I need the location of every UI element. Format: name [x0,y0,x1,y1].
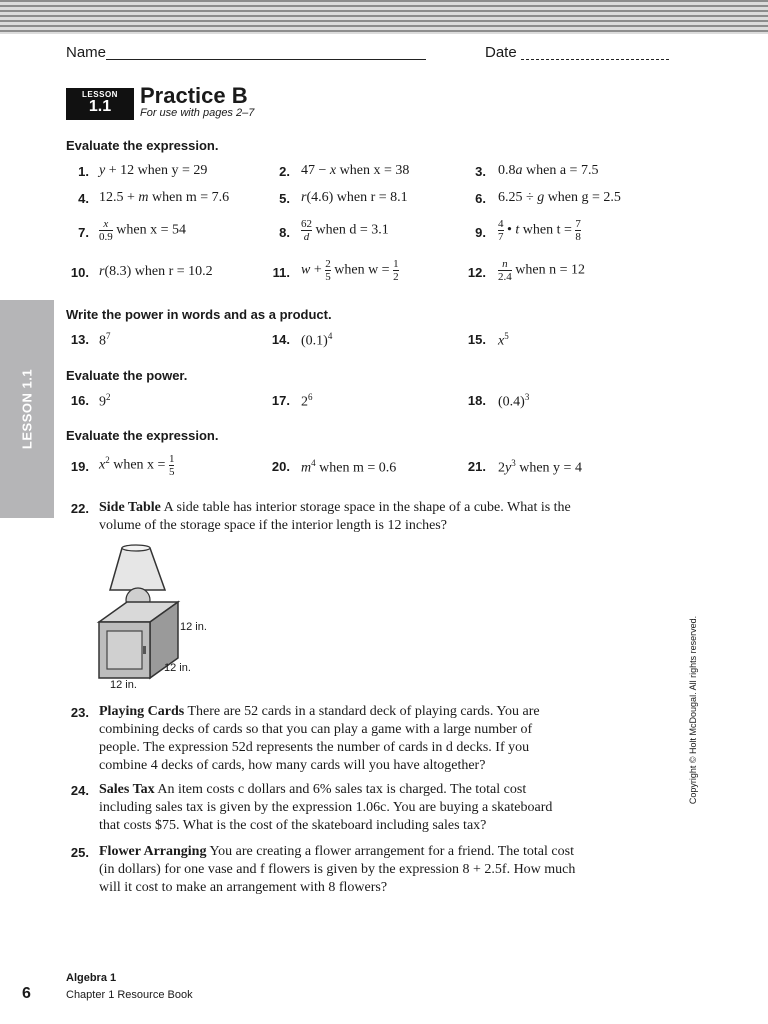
problem-number: 18. [467,393,486,408]
lesson-badge [66,88,134,120]
word-problem-23 [99,703,554,775]
expr-text: when m = [152,190,209,205]
page-subtitle: For use with pages 2–7 [140,107,255,119]
expr-text: when x = [116,222,169,238]
problem-number: 1. [78,164,89,179]
page-title: Practice B [140,83,248,108]
problem-number: 5. [279,191,290,206]
expr-text: when y = [137,163,190,178]
side-tab-label: LESSON 1.1 [19,368,35,450]
problem-3: 0.8a when a = 7.5 [498,163,599,178]
problem-number: 9. [475,225,486,240]
problem-number: 2. [279,164,290,179]
problem-1: y + 12 when y = 29 [99,163,208,178]
problem-number: 23. [70,705,89,720]
dimension-label: 12 in. [164,662,191,674]
expr-text: when y = [519,460,572,476]
problem-number: 24. [70,783,89,798]
problem-number: 8. [279,225,290,240]
problem-number: 7. [78,225,89,240]
problem-number: 21. [467,459,486,474]
problem-number: 15. [467,332,486,347]
section-heading: Evaluate the expression. [66,428,219,443]
word-problem-25 [99,843,585,897]
problem-number: 6. [475,191,486,206]
footer-resource: Chapter 1 Resource Book [66,989,193,1001]
date-line [521,59,669,60]
section-heading: Write the power in words and as a product. [66,307,332,322]
dimension-label: 12 in. [180,621,207,633]
expr-text: when a = [526,163,578,178]
word-problem-title: Side Table [99,500,161,515]
problem-number: 19. [70,459,89,474]
problem-number: 10. [70,265,89,280]
problem-12: $\frac{n}{2.4}$ when n = 12 [498,258,585,283]
side-table-figure [90,540,230,695]
problem-number: 3. [475,164,486,179]
problem-number: 4. [78,191,89,206]
problem-13: $8^7$ [99,331,111,349]
problem-20: $m^4$ when m = 0.6 [301,458,397,476]
word-problem-title: Sales Tax [99,782,155,797]
problem-number: 12. [467,265,486,280]
problem-14: $(0.1)^4$ [301,331,333,349]
problem-7: $\frac{x}{0.9}$ when x = 54 [99,218,186,243]
problem-2: 47 − x when x = 38 [301,163,410,178]
word-problem-24 [99,781,561,835]
expr-text: when r = [134,264,185,279]
page-number: 6 [22,985,31,1002]
lesson-badge-label: LESSON [82,90,118,99]
word-problem-text: An item costs c dollars and 6% sales tax is charged. The total cost including sales tax is given by the expression 1.06c. You are buying a skateboard that costs $75. What is the cost of the skateboard including sales tax? [99,782,553,833]
problem-10: r(8.3) when r = 10.2 [99,264,213,279]
problem-4: 12.5 + m when m = 7.6 [99,190,230,205]
problem-number: 13. [70,332,89,347]
problem-15: $x^5$ [498,331,509,349]
problem-8: $\frac{62}{d}$ when d = 3.1 [301,218,389,243]
word-problem-title: Playing Cards [99,704,185,719]
section-heading: Evaluate the expression. [66,138,219,153]
word-problem-text: A side table has interior storage space in the shape of a cube. What is the volume of the storage space if the interior length is 12 inches? [99,500,571,533]
cube-door [107,631,142,669]
expr-text: when x = [113,457,166,473]
expr-text: when t = [522,222,572,238]
problem-number: 16. [70,393,89,408]
problem-18: $(0.4)^3$ [498,392,530,410]
expr-text: when g = [547,190,600,205]
problem-9: $\frac{4}{7}$ • t when t = $\frac{7}{8}$ [498,218,581,243]
word-problem-22 [99,499,589,535]
copyright-notice: Copyright © Holt McDougal. All rights reserved. [688,615,698,805]
word-problem-text: You are creating a flower arrangement for a friend. The total cost (in dollars) for one vase and f flowers is given by the expression 8 + 2.5f. How much will it cost to make an arrangement with 8 flowers? [99,844,576,895]
lamp-shade-icon [110,548,165,590]
problem-number: 14. [271,332,290,347]
problem-5: r(4.6) when r = 8.1 [301,190,408,205]
header-stripes [0,0,768,34]
expr-text: when m = [319,460,376,476]
expr-text: when w = [334,262,390,278]
problem-number: 17. [271,393,290,408]
name-line [106,59,426,60]
lesson-badge-number: 1.1 [88,98,112,115]
word-problem-text: There are 52 cards in a standard deck of playing cards. You are combining decks of cards so that you can play a game with a large number of people. The expression 52d represents the number of cards in d decks. If you combine 4 decks of cards, how many cards will you have altogether? [99,704,540,773]
problem-number: 20. [271,459,290,474]
section-heading: Evaluate the power. [66,368,188,383]
problem-21: $2y^3$ when y = 4 [498,458,582,476]
dimension-label: 12 in. [110,679,137,691]
problem-19: $x^2$ when x = $\frac{1}{5}$ [99,453,175,478]
expr-text: when x = [339,163,392,178]
lesson-side-tab [0,300,54,518]
date-label: Date [485,44,517,61]
problem-number: 25. [70,845,89,860]
word-problem-title: Flower Arranging [99,844,207,859]
footer-book: Algebra 1 [66,972,117,984]
door-knob-icon [143,646,146,654]
name-label: Name [66,44,107,61]
expr-text: when d = [315,222,368,238]
problem-11: w + $\frac{2}{5}$ when w = $\frac{1}{2}$ [301,258,399,283]
expr-text: when r = [336,190,387,205]
expr-text: when n = [515,262,568,278]
problem-6: 6.25 ÷ g when g = 2.5 [498,190,621,205]
problem-number: 22. [70,501,89,516]
problem-number: 11. [272,265,290,280]
problem-16: $9^2$ [99,392,111,410]
problem-17: $2^6$ [301,392,313,410]
